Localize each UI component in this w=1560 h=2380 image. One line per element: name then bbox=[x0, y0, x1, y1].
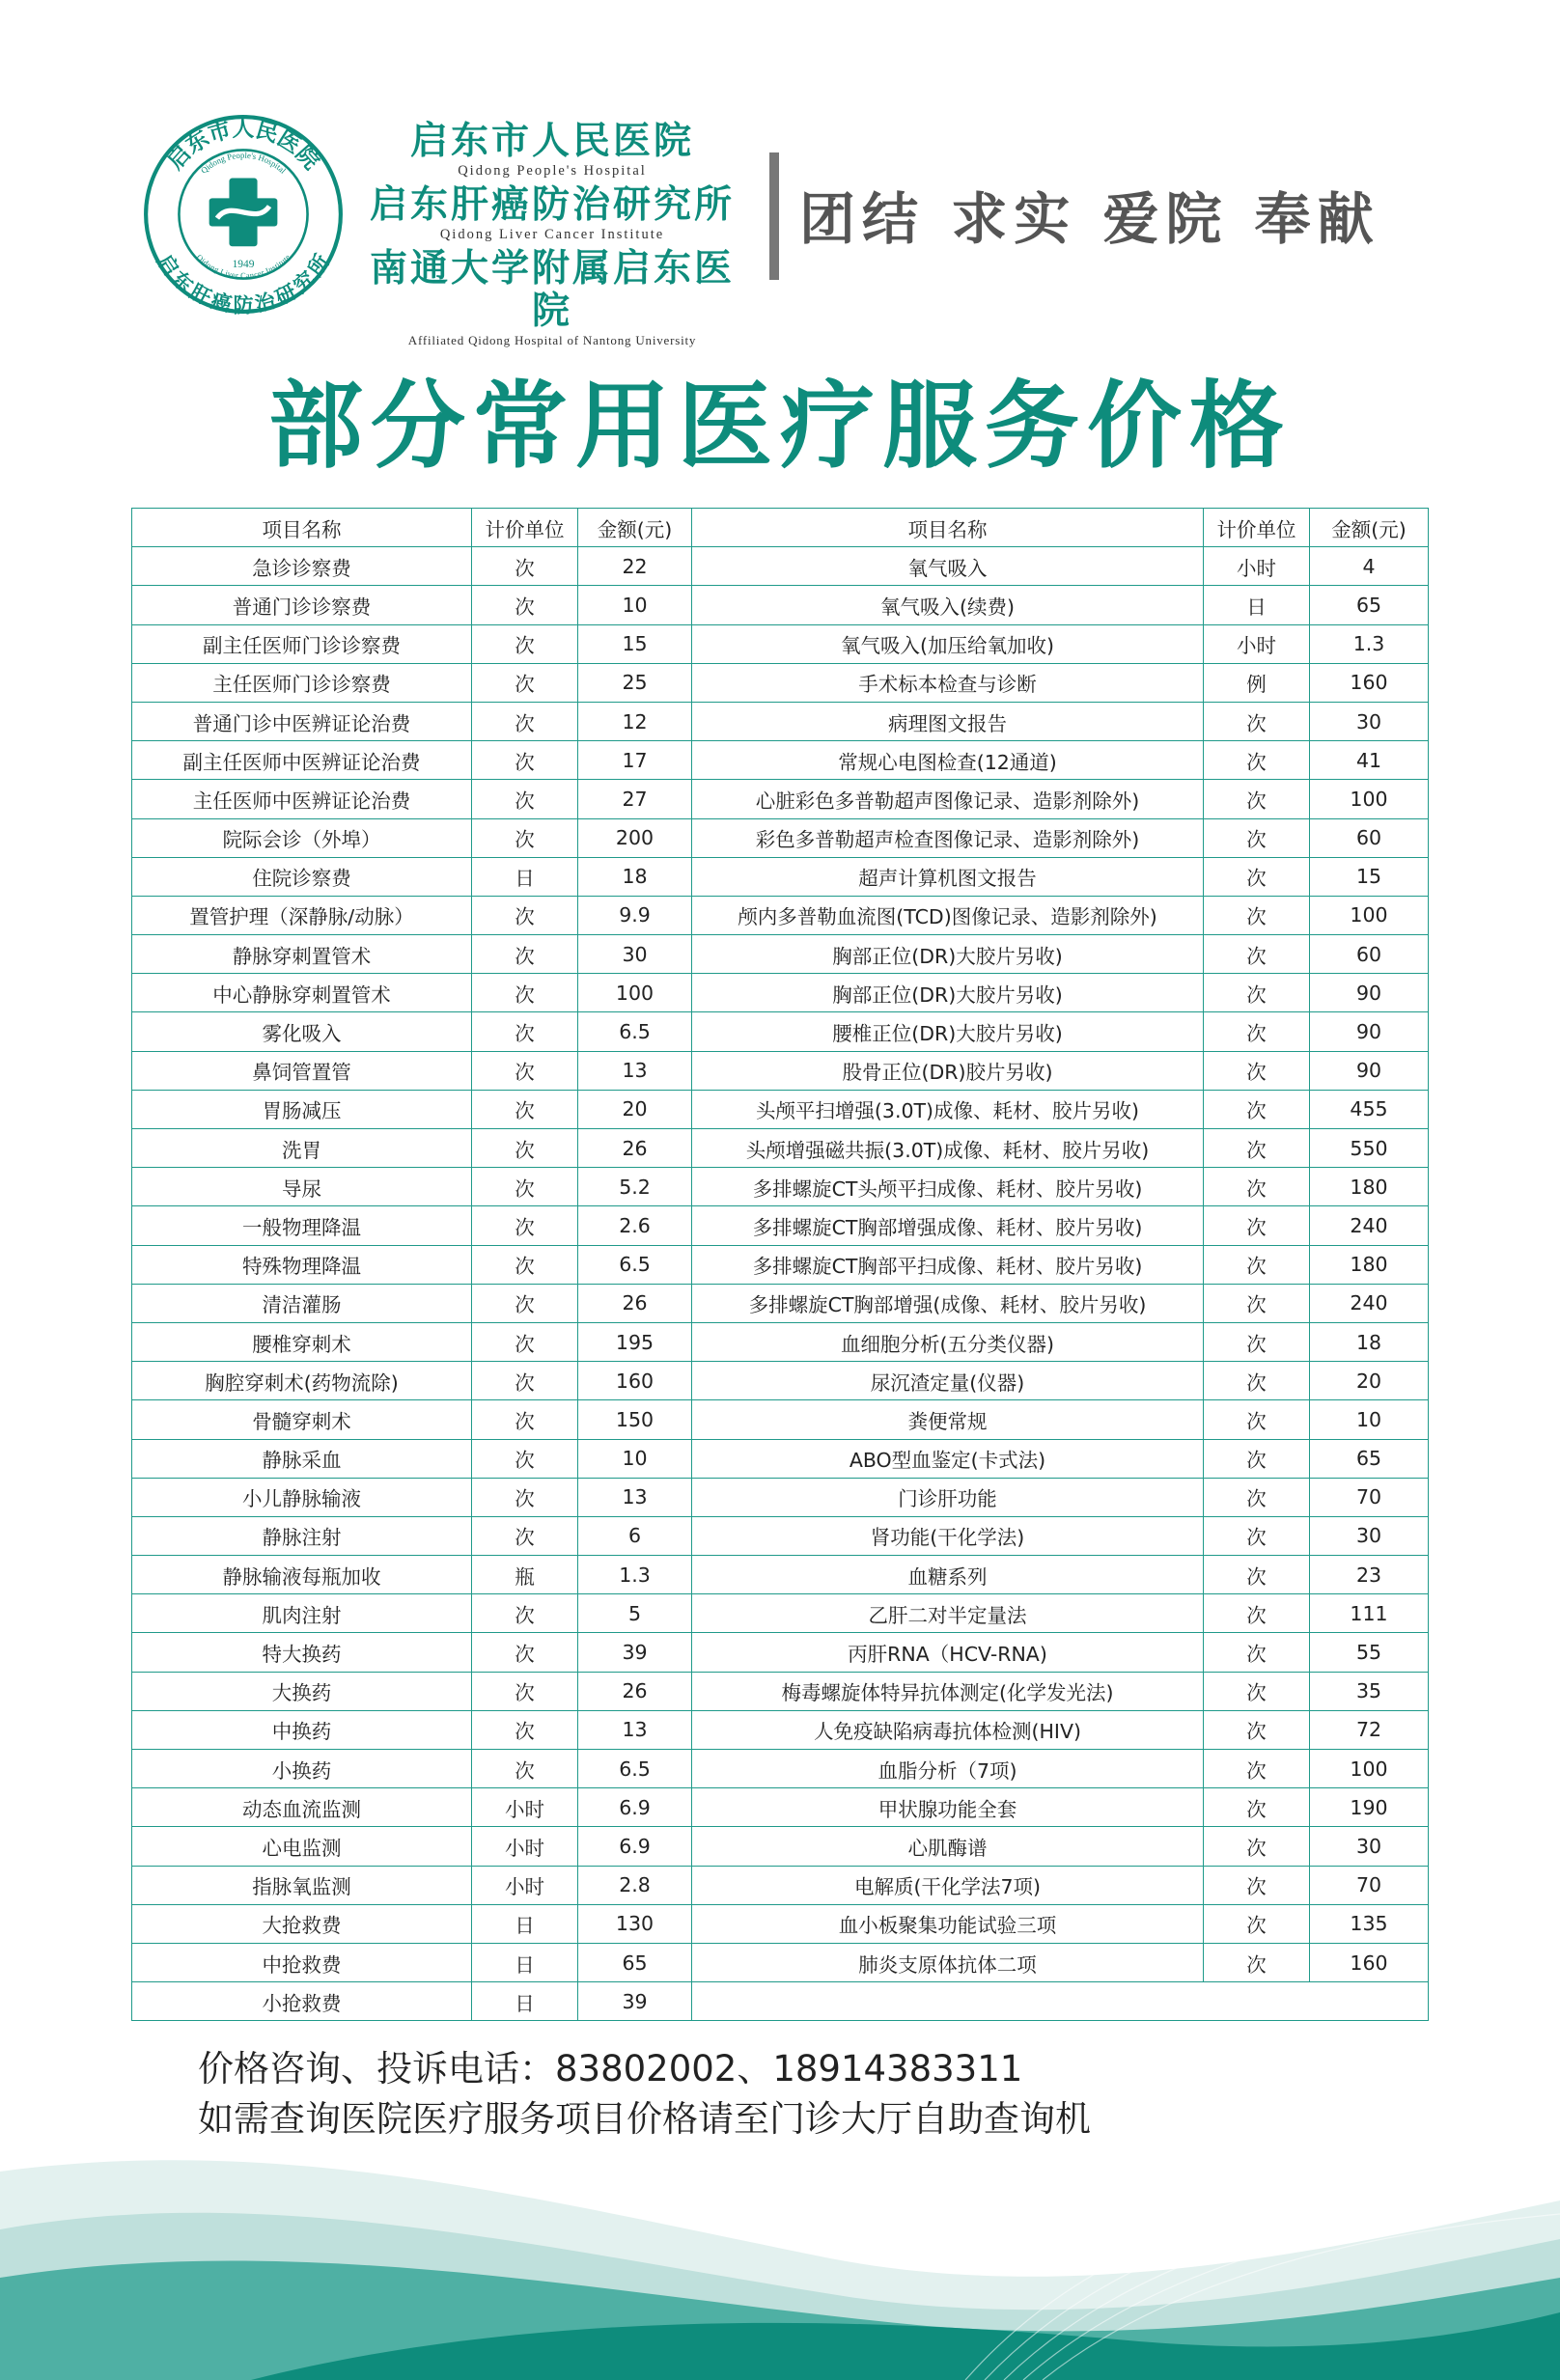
left-item-cell: 普通门诊诊察费 bbox=[132, 586, 472, 624]
right-amount-cell: 100 bbox=[1310, 780, 1429, 818]
right-unit-cell: 次 bbox=[1204, 1439, 1310, 1478]
left-unit-cell: 次 bbox=[472, 780, 578, 818]
table-row bbox=[132, 974, 1429, 1012]
right-amount-cell: 20 bbox=[1310, 1362, 1429, 1400]
right-unit-cell: 次 bbox=[1204, 1478, 1310, 1516]
left-item-cell: 小抢救费 bbox=[132, 1982, 472, 2021]
right-amount-cell: 100 bbox=[1310, 1750, 1429, 1788]
left-item-cell: 静脉输液每瓶加收 bbox=[132, 1556, 472, 1594]
left-amount-cell: 100 bbox=[578, 974, 692, 1012]
right-item-cell: 丙肝RNA（HCV-RNA) bbox=[692, 1633, 1204, 1672]
left-unit-cell: 次 bbox=[472, 547, 578, 586]
right-amount-cell: 30 bbox=[1310, 702, 1429, 740]
left-unit-cell: 次 bbox=[472, 818, 578, 857]
right-amount-cell: 35 bbox=[1310, 1672, 1429, 1710]
left-amount-cell: 9.9 bbox=[578, 896, 692, 934]
left-item-cell: 中抢救费 bbox=[132, 1943, 472, 1981]
right-unit-cell: 次 bbox=[1204, 1362, 1310, 1400]
right-amount-cell: 111 bbox=[1310, 1594, 1429, 1633]
left-unit-cell: 小时 bbox=[472, 1788, 578, 1827]
right-unit-cell: 次 bbox=[1204, 1556, 1310, 1594]
left-unit-cell: 次 bbox=[472, 1206, 578, 1245]
left-amount-cell: 18 bbox=[578, 857, 692, 896]
table-row bbox=[132, 1129, 1429, 1168]
left-unit-cell: 次 bbox=[472, 1245, 578, 1284]
seal-ring-bottom-text: 启东肝癌防治研究所 bbox=[153, 249, 334, 315]
right-item-cell: ABO型血鉴定(卡式法) bbox=[692, 1439, 1204, 1478]
table-row bbox=[132, 1904, 1429, 1943]
right-amount-cell: 90 bbox=[1310, 1012, 1429, 1051]
left-item-cell: 静脉穿刺置管术 bbox=[132, 935, 472, 974]
affiliated-name-cn: 南通大学附属启东医院 bbox=[369, 246, 735, 333]
table-row bbox=[132, 1168, 1429, 1206]
left-item-cell: 大抢救费 bbox=[132, 1904, 472, 1943]
left-amount-cell: 2.6 bbox=[578, 1206, 692, 1245]
left-item-cell: 导尿 bbox=[132, 1168, 472, 1206]
right-item-cell: 肾功能(干化学法) bbox=[692, 1516, 1204, 1555]
left-unit-cell: 次 bbox=[472, 586, 578, 624]
left-item-cell: 主任医师中医辨证论治费 bbox=[132, 780, 472, 818]
medical-cross-icon bbox=[209, 179, 278, 247]
right-unit-cell: 次 bbox=[1204, 1284, 1310, 1322]
left-unit-cell: 次 bbox=[472, 1439, 578, 1478]
right-item-cell: 血脂分析（7项) bbox=[692, 1750, 1204, 1788]
left-item-cell: 骨髓穿刺术 bbox=[132, 1400, 472, 1439]
left-unit-cell: 日 bbox=[472, 1982, 578, 2021]
col-header-item-left: 项目名称 bbox=[132, 509, 472, 547]
table-row bbox=[132, 1090, 1429, 1128]
right-unit-cell: 次 bbox=[1204, 1866, 1310, 1904]
right-item-cell: 心肌酶谱 bbox=[692, 1827, 1204, 1866]
left-amount-cell: 39 bbox=[578, 1982, 692, 2021]
right-amount-cell: 160 bbox=[1310, 663, 1429, 702]
right-amount-cell: 55 bbox=[1310, 1633, 1429, 1672]
table-row bbox=[132, 663, 1429, 702]
decorative-waves bbox=[0, 2114, 1560, 2380]
left-unit-cell: 次 bbox=[472, 1400, 578, 1439]
right-unit-cell: 次 bbox=[1204, 1206, 1310, 1245]
table-row bbox=[132, 1478, 1429, 1516]
right-amount-cell: 70 bbox=[1310, 1478, 1429, 1516]
left-unit-cell: 日 bbox=[472, 1943, 578, 1981]
right-amount-cell: 4 bbox=[1310, 547, 1429, 586]
left-item-cell: 特大换药 bbox=[132, 1633, 472, 1672]
right-amount-cell: 455 bbox=[1310, 1090, 1429, 1128]
left-amount-cell: 6.5 bbox=[578, 1245, 692, 1284]
left-item-cell: 静脉采血 bbox=[132, 1439, 472, 1478]
left-item-cell: 鼻饲管置管 bbox=[132, 1051, 472, 1090]
price-table bbox=[131, 508, 1429, 2021]
table-row bbox=[132, 702, 1429, 740]
right-item-cell: 门诊肝功能 bbox=[692, 1478, 1204, 1516]
left-unit-cell: 次 bbox=[472, 1362, 578, 1400]
institute-name-cn: 启东肝癌防治研究所 bbox=[369, 182, 735, 227]
table-row bbox=[132, 1633, 1429, 1672]
right-item-cell: 多排螺旋CT头颅平扫成像、耗材、胶片另收) bbox=[692, 1168, 1204, 1206]
left-item-cell: 心电监测 bbox=[132, 1827, 472, 1866]
self-service-notice: 如需查询医院医疗服务项目价格请至门诊大厅自助查询机 bbox=[198, 2098, 1091, 2140]
left-item-cell: 大换药 bbox=[132, 1672, 472, 1710]
left-unit-cell: 次 bbox=[472, 1129, 578, 1168]
right-item-cell: 心脏彩色多普勒超声图像记录、造影剂除外) bbox=[692, 780, 1204, 818]
right-amount-cell: 60 bbox=[1310, 935, 1429, 974]
left-unit-cell: 次 bbox=[472, 1012, 578, 1051]
table-row bbox=[132, 1672, 1429, 1710]
table-row bbox=[132, 547, 1429, 586]
header-divider bbox=[769, 152, 779, 280]
left-unit-cell: 次 bbox=[472, 1672, 578, 1710]
right-item-cell: 梅毒螺旋体特异抗体测定(化学发光法) bbox=[692, 1672, 1204, 1710]
right-unit-cell: 次 bbox=[1204, 1710, 1310, 1749]
table-row bbox=[132, 1284, 1429, 1322]
right-amount-cell: 550 bbox=[1310, 1129, 1429, 1168]
left-item-cell: 中心静脉穿刺置管术 bbox=[132, 974, 472, 1012]
left-unit-cell: 次 bbox=[472, 1633, 578, 1672]
left-item-cell: 指脉氧监测 bbox=[132, 1866, 472, 1904]
table-row bbox=[132, 857, 1429, 896]
right-item-cell: 肺炎支原体抗体二项 bbox=[692, 1943, 1204, 1981]
left-unit-cell: 瓶 bbox=[472, 1556, 578, 1594]
right-unit-cell: 次 bbox=[1204, 935, 1310, 974]
right-unit-cell: 次 bbox=[1204, 1516, 1310, 1555]
right-unit-cell: 次 bbox=[1204, 1245, 1310, 1284]
right-item-cell: 氧气吸入(续费) bbox=[692, 586, 1204, 624]
right-amount-cell: 65 bbox=[1310, 586, 1429, 624]
left-item-cell: 急诊诊察费 bbox=[132, 547, 472, 586]
right-unit-cell: 次 bbox=[1204, 780, 1310, 818]
left-amount-cell: 13 bbox=[578, 1710, 692, 1749]
right-unit-cell: 次 bbox=[1204, 741, 1310, 780]
left-item-cell: 副主任医师门诊诊察费 bbox=[132, 624, 472, 663]
hospital-slogan: 团结 求实 爱院 奉献 bbox=[799, 186, 1380, 252]
hospital-name-en: Qidong People's Hospital bbox=[458, 163, 647, 179]
col-header-amount-left: 金额(元) bbox=[578, 509, 692, 547]
left-amount-cell: 20 bbox=[578, 1090, 692, 1128]
hospital-seal-logo bbox=[143, 114, 344, 315]
complaint-phone-line: 价格咨询、投诉电话：83802002、18914383311 bbox=[198, 2048, 1023, 2089]
right-item-cell: 氧气吸入(加压给氧加收) bbox=[692, 624, 1204, 663]
table-header-row bbox=[132, 509, 1429, 547]
right-unit-cell: 次 bbox=[1204, 1168, 1310, 1206]
left-unit-cell: 次 bbox=[472, 624, 578, 663]
table-row bbox=[132, 896, 1429, 934]
right-amount-cell: 10 bbox=[1310, 1400, 1429, 1439]
right-unit-cell: 次 bbox=[1204, 1672, 1310, 1710]
right-amount-cell: 1.3 bbox=[1310, 624, 1429, 663]
left-amount-cell: 5.2 bbox=[578, 1168, 692, 1206]
svg-text:启东市人民医院 bbox=[162, 117, 324, 175]
left-unit-cell: 次 bbox=[472, 1051, 578, 1090]
left-amount-cell: 25 bbox=[578, 663, 692, 702]
left-item-cell: 清洁灌肠 bbox=[132, 1284, 472, 1322]
right-item-cell: 头颅增强磁共振(3.0T)成像、耗材、胶片另收) bbox=[692, 1129, 1204, 1168]
left-item-cell: 胃肠减压 bbox=[132, 1090, 472, 1128]
right-unit-cell: 次 bbox=[1204, 1400, 1310, 1439]
page-title: 部分常用医疗服务价格 bbox=[267, 372, 1292, 482]
left-amount-cell: 39 bbox=[578, 1633, 692, 1672]
right-item-cell: 彩色多普勒超声检查图像记录、造影剂除外) bbox=[692, 818, 1204, 857]
right-unit-cell: 次 bbox=[1204, 1943, 1310, 1981]
right-item-cell: 乙肝二对半定量法 bbox=[692, 1594, 1204, 1633]
table-row bbox=[132, 1206, 1429, 1245]
right-unit-cell: 小时 bbox=[1204, 624, 1310, 663]
left-amount-cell: 15 bbox=[578, 624, 692, 663]
right-item-cell: 多排螺旋CT胸部增强(成像、耗材、胶片另收) bbox=[692, 1284, 1204, 1322]
left-item-cell: 副主任医师中医辨证论治费 bbox=[132, 741, 472, 780]
left-unit-cell: 次 bbox=[472, 1594, 578, 1633]
right-unit-cell: 次 bbox=[1204, 1750, 1310, 1788]
left-amount-cell: 26 bbox=[578, 1129, 692, 1168]
left-amount-cell: 27 bbox=[578, 780, 692, 818]
left-amount-cell: 1.3 bbox=[578, 1556, 692, 1594]
left-item-cell: 动态血流监测 bbox=[132, 1788, 472, 1827]
right-item-cell: 病理图文报告 bbox=[692, 702, 1204, 740]
right-unit-cell: 次 bbox=[1204, 1827, 1310, 1866]
right-item-cell: 多排螺旋CT胸部增强成像、耗材、胶片另收) bbox=[692, 1206, 1204, 1245]
right-amount-cell: 23 bbox=[1310, 1556, 1429, 1594]
right-unit-cell: 例 bbox=[1204, 663, 1310, 702]
left-item-cell: 腰椎穿刺术 bbox=[132, 1322, 472, 1361]
left-amount-cell: 26 bbox=[578, 1672, 692, 1710]
table-row bbox=[132, 1710, 1429, 1749]
right-item-cell: 胸部正位(DR)大胶片另收) bbox=[692, 935, 1204, 974]
left-unit-cell: 日 bbox=[472, 857, 578, 896]
left-unit-cell: 次 bbox=[472, 1516, 578, 1555]
table-row bbox=[132, 1051, 1429, 1090]
right-amount-cell: 65 bbox=[1310, 1439, 1429, 1478]
left-amount-cell: 13 bbox=[578, 1051, 692, 1090]
left-unit-cell: 次 bbox=[472, 741, 578, 780]
right-unit-cell: 次 bbox=[1204, 1594, 1310, 1633]
right-item-cell: 股骨正位(DR)胶片另收) bbox=[692, 1051, 1204, 1090]
right-unit-cell: 次 bbox=[1204, 974, 1310, 1012]
left-amount-cell: 6.5 bbox=[578, 1750, 692, 1788]
right-amount-cell: 240 bbox=[1310, 1284, 1429, 1322]
left-unit-cell: 小时 bbox=[472, 1827, 578, 1866]
left-unit-cell: 次 bbox=[472, 974, 578, 1012]
left-item-cell: 胸腔穿刺术(药物流除) bbox=[132, 1362, 472, 1400]
left-unit-cell: 次 bbox=[472, 1090, 578, 1128]
right-item-cell: 手术标本检查与诊断 bbox=[692, 663, 1204, 702]
left-unit-cell: 小时 bbox=[472, 1866, 578, 1904]
hospital-names bbox=[359, 120, 745, 353]
left-amount-cell: 26 bbox=[578, 1284, 692, 1322]
left-amount-cell: 10 bbox=[578, 1439, 692, 1478]
table-row bbox=[132, 1245, 1429, 1284]
table-row bbox=[132, 780, 1429, 818]
table-row bbox=[132, 1516, 1429, 1555]
col-header-unit-left: 计价单位 bbox=[472, 509, 578, 547]
seal-en-top-text: Qidong People's Hospital bbox=[198, 150, 289, 176]
left-amount-cell: 5 bbox=[578, 1594, 692, 1633]
right-amount-cell: 180 bbox=[1310, 1245, 1429, 1284]
right-item-cell: 血小板聚集功能试验三项 bbox=[692, 1904, 1204, 1943]
left-item-cell: 小儿静脉输液 bbox=[132, 1478, 472, 1516]
left-unit-cell: 次 bbox=[472, 935, 578, 974]
left-amount-cell: 12 bbox=[578, 702, 692, 740]
left-item-cell: 洗胃 bbox=[132, 1129, 472, 1168]
table-row bbox=[132, 1400, 1429, 1439]
right-item-cell: 尿沉渣定量(仪器) bbox=[692, 1362, 1204, 1400]
left-item-cell: 主任医师门诊诊察费 bbox=[132, 663, 472, 702]
right-item-cell: 粪便常规 bbox=[692, 1400, 1204, 1439]
right-item-cell: 腰椎正位(DR)大胶片另收) bbox=[692, 1012, 1204, 1051]
seal-year: 1949 bbox=[232, 259, 255, 271]
right-unit-cell: 次 bbox=[1204, 1051, 1310, 1090]
left-amount-cell: 17 bbox=[578, 741, 692, 780]
right-item-cell: 甲状腺功能全套 bbox=[692, 1788, 1204, 1827]
left-item-cell: 小换药 bbox=[132, 1750, 472, 1788]
right-item-cell: 胸部正位(DR)大胶片另收) bbox=[692, 974, 1204, 1012]
price-table-body bbox=[132, 547, 1429, 2021]
left-amount-cell: 6 bbox=[578, 1516, 692, 1555]
table-row bbox=[132, 1362, 1429, 1400]
left-unit-cell: 次 bbox=[472, 663, 578, 702]
right-unit-cell: 次 bbox=[1204, 818, 1310, 857]
table-row bbox=[132, 1982, 1429, 2021]
left-item-cell: 中换药 bbox=[132, 1710, 472, 1749]
right-item-cell: 多排螺旋CT胸部平扫成像、耗材、胶片另收) bbox=[692, 1245, 1204, 1284]
left-item-cell: 住院诊察费 bbox=[132, 857, 472, 896]
table-row bbox=[132, 1594, 1429, 1633]
right-amount-cell: 60 bbox=[1310, 818, 1429, 857]
right-unit-cell: 次 bbox=[1204, 1633, 1310, 1672]
right-item-cell: 超声计算机图文报告 bbox=[692, 857, 1204, 896]
right-item-cell: 头颅平扫增强(3.0T)成像、耗材、胶片另收) bbox=[692, 1090, 1204, 1128]
right-amount-cell: 180 bbox=[1310, 1168, 1429, 1206]
table-row bbox=[132, 1943, 1429, 1981]
left-amount-cell: 30 bbox=[578, 935, 692, 974]
right-item-cell: 电解质(干化学法7项) bbox=[692, 1866, 1204, 1904]
hospital-name-cn: 启东市人民医院 bbox=[409, 119, 694, 163]
left-unit-cell: 次 bbox=[472, 1750, 578, 1788]
left-amount-cell: 22 bbox=[578, 547, 692, 586]
left-amount-cell: 6.9 bbox=[578, 1827, 692, 1866]
left-amount-cell: 6.5 bbox=[578, 1012, 692, 1051]
right-amount-cell: 30 bbox=[1310, 1827, 1429, 1866]
table-row bbox=[132, 1866, 1429, 1904]
right-item-cell: 血细胞分析(五分类仪器) bbox=[692, 1322, 1204, 1361]
right-amount-cell: 190 bbox=[1310, 1788, 1429, 1827]
right-amount-cell: 240 bbox=[1310, 1206, 1429, 1245]
col-header-amount-right: 金额(元) bbox=[1310, 509, 1429, 547]
left-amount-cell: 2.8 bbox=[578, 1866, 692, 1904]
left-unit-cell: 日 bbox=[472, 1904, 578, 1943]
left-amount-cell: 10 bbox=[578, 586, 692, 624]
left-item-cell: 普通门诊中医辨证论治费 bbox=[132, 702, 472, 740]
table-row bbox=[132, 1827, 1429, 1866]
right-unit-cell: 次 bbox=[1204, 702, 1310, 740]
left-unit-cell: 次 bbox=[472, 1710, 578, 1749]
right-unit-cell: 小时 bbox=[1204, 547, 1310, 586]
right-amount-cell: 18 bbox=[1310, 1322, 1429, 1361]
right-item-cell: 血糖系列 bbox=[692, 1556, 1204, 1594]
right-amount-cell: 160 bbox=[1310, 1943, 1429, 1981]
right-item-cell: 氧气吸入 bbox=[692, 547, 1204, 586]
right-amount-cell: 100 bbox=[1310, 896, 1429, 934]
right-amount-cell: 90 bbox=[1310, 1051, 1429, 1090]
left-amount-cell: 195 bbox=[578, 1322, 692, 1361]
left-item-cell: 一般物理降温 bbox=[132, 1206, 472, 1245]
left-amount-cell: 13 bbox=[578, 1478, 692, 1516]
right-unit-cell: 次 bbox=[1204, 1322, 1310, 1361]
table-row bbox=[132, 1556, 1429, 1594]
left-amount-cell: 65 bbox=[578, 1943, 692, 1981]
right-amount-cell: 41 bbox=[1310, 741, 1429, 780]
right-unit-cell: 次 bbox=[1204, 1129, 1310, 1168]
right-amount-cell: 72 bbox=[1310, 1710, 1429, 1749]
left-amount-cell: 150 bbox=[578, 1400, 692, 1439]
svg-text:Qidong People's Hospital bbox=[199, 151, 289, 176]
left-item-cell: 特殊物理降温 bbox=[132, 1245, 472, 1284]
table-row bbox=[132, 741, 1429, 780]
seal-en-bottom-text: Qidong Liver Cancer Institute bbox=[195, 252, 292, 280]
left-amount-cell: 200 bbox=[578, 818, 692, 857]
left-amount-cell: 6.9 bbox=[578, 1788, 692, 1827]
institute-name-en: Qidong Liver Cancer Institute bbox=[439, 227, 665, 242]
right-amount-cell: 90 bbox=[1310, 974, 1429, 1012]
table-row bbox=[132, 1439, 1429, 1478]
left-unit-cell: 次 bbox=[472, 896, 578, 934]
left-unit-cell: 次 bbox=[472, 1284, 578, 1322]
col-header-item-right: 项目名称 bbox=[692, 509, 1204, 547]
table-row bbox=[132, 586, 1429, 624]
seal-ring-top-text: 启东市人民医院 bbox=[162, 116, 324, 175]
table-row bbox=[132, 818, 1429, 857]
table-row bbox=[132, 1750, 1429, 1788]
left-item-cell: 肌肉注射 bbox=[132, 1594, 472, 1633]
table-row bbox=[132, 624, 1429, 663]
right-unit-cell: 日 bbox=[1204, 586, 1310, 624]
right-unit-cell: 次 bbox=[1204, 1012, 1310, 1051]
left-item-cell: 雾化吸入 bbox=[132, 1012, 472, 1051]
left-item-cell: 院际会诊（外埠） bbox=[132, 818, 472, 857]
right-amount-cell: 15 bbox=[1310, 857, 1429, 896]
right-unit-cell: 次 bbox=[1204, 1788, 1310, 1827]
left-amount-cell: 160 bbox=[578, 1362, 692, 1400]
right-unit-cell: 次 bbox=[1204, 1090, 1310, 1128]
table-row bbox=[132, 935, 1429, 974]
right-amount-cell: 135 bbox=[1310, 1904, 1429, 1943]
left-unit-cell: 次 bbox=[472, 1168, 578, 1206]
left-unit-cell: 次 bbox=[472, 702, 578, 740]
left-unit-cell: 次 bbox=[472, 1478, 578, 1516]
left-amount-cell: 130 bbox=[578, 1904, 692, 1943]
right-unit-cell: 次 bbox=[1204, 896, 1310, 934]
table-row bbox=[132, 1322, 1429, 1361]
right-item-cell: 人免疫缺陷病毒抗体检测(HIV) bbox=[692, 1710, 1204, 1749]
table-row bbox=[132, 1788, 1429, 1827]
right-amount-cell: 70 bbox=[1310, 1866, 1429, 1904]
right-unit-cell: 次 bbox=[1204, 1904, 1310, 1943]
right-empty-cell bbox=[692, 1982, 1429, 2021]
left-unit-cell: 次 bbox=[472, 1322, 578, 1361]
table-row bbox=[132, 1012, 1429, 1051]
right-item-cell: 颅内多普勒血流图(TCD)图像记录、造影剂除外) bbox=[692, 896, 1204, 934]
left-item-cell: 静脉注射 bbox=[132, 1516, 472, 1555]
left-item-cell: 置管护理（深静脉/动脉） bbox=[132, 896, 472, 934]
right-item-cell: 常规心电图检查(12通道) bbox=[692, 741, 1204, 780]
affiliated-name-en: Affiliated Qidong Hospital of Nantong University bbox=[407, 333, 697, 347]
col-header-unit-right: 计价单位 bbox=[1204, 509, 1310, 547]
right-unit-cell: 次 bbox=[1204, 857, 1310, 896]
right-amount-cell: 30 bbox=[1310, 1516, 1429, 1555]
